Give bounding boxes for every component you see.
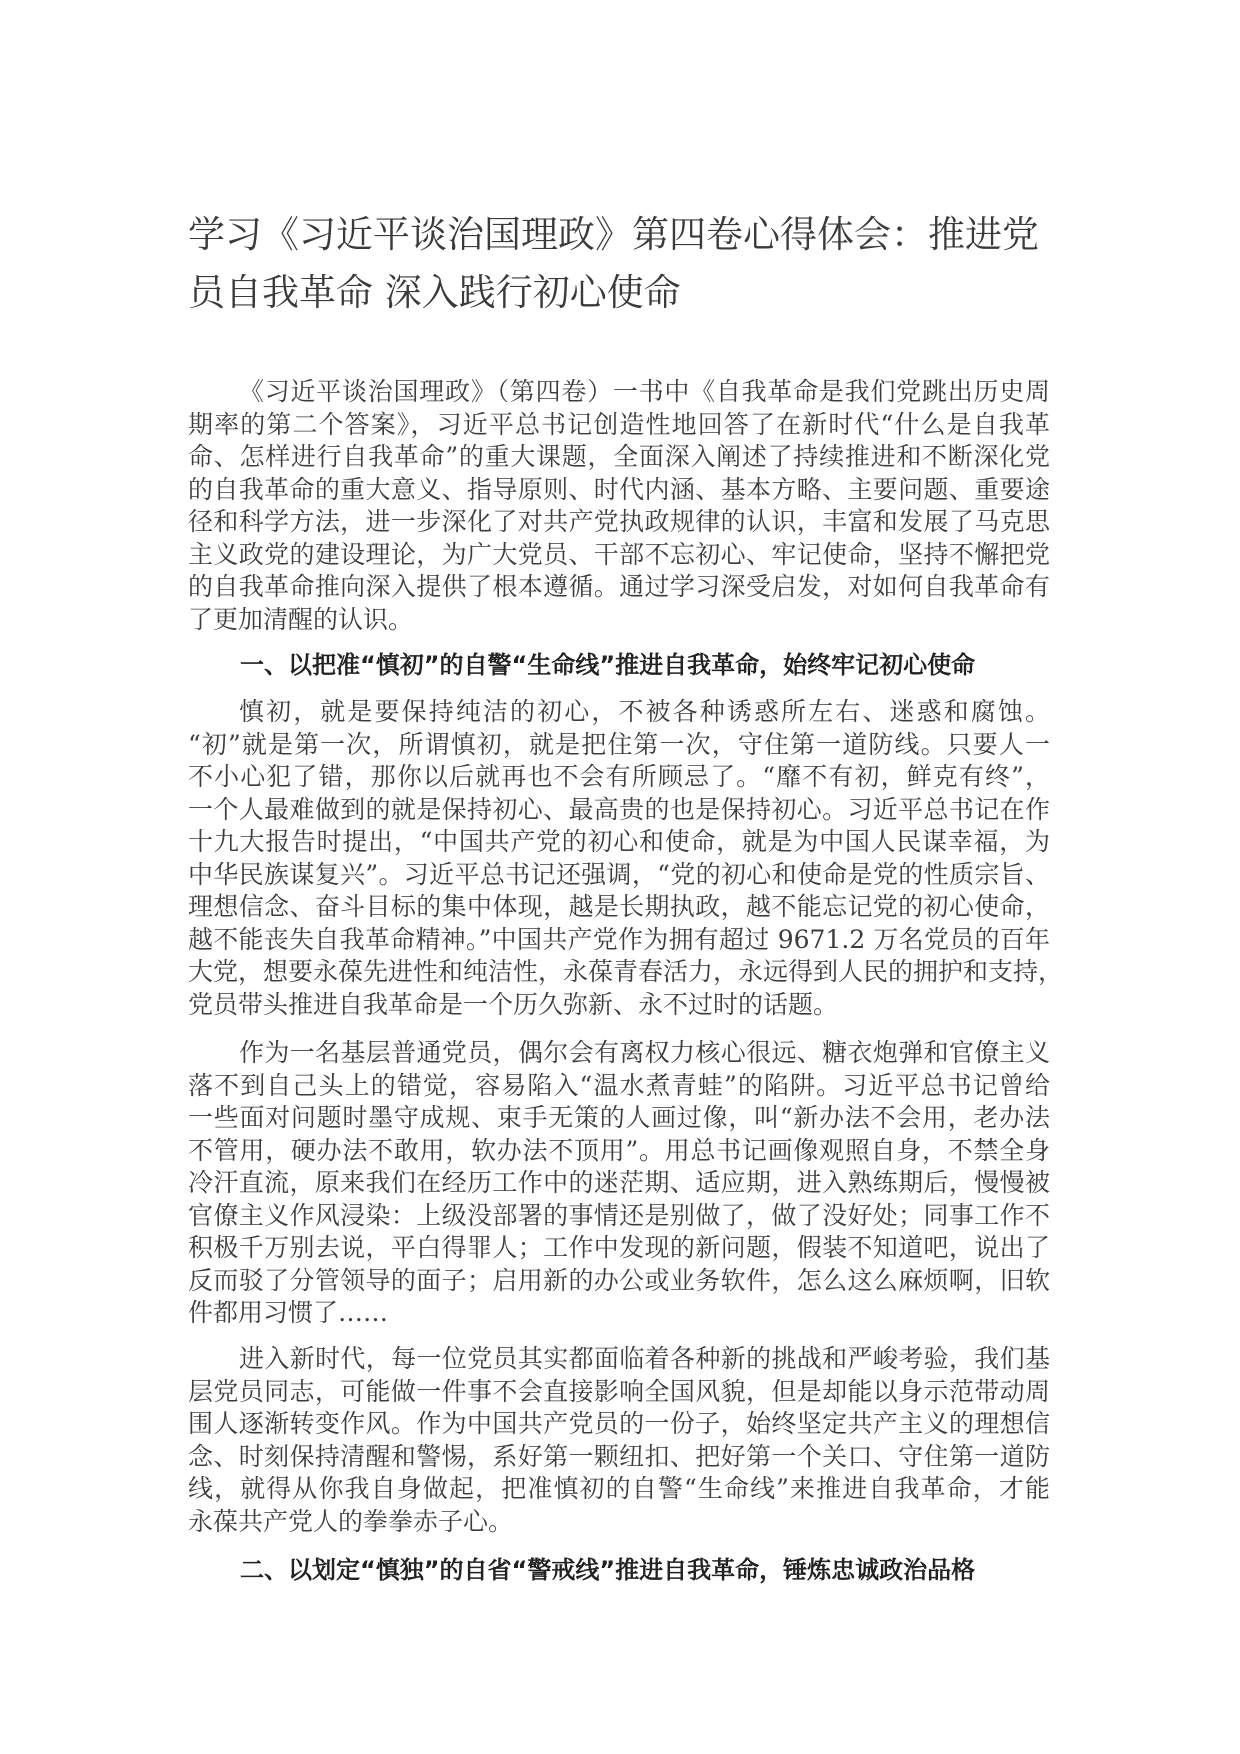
paragraph-line: 期率的第二个答案》，习近平总书记创造性地回答了在新时代“什么是自我革 xyxy=(188,409,1050,439)
paragraph-line: 落不到自己头上的错觉，容易陷入“温水煮青蛙”的陷阱。习近平总书记曾给 xyxy=(188,1070,1050,1100)
paragraph-line: 越不能丧失自我革命精神。”中国共产党作为拥有超过 9671.2 万名党员的百年 xyxy=(188,924,1050,954)
paragraph-line: 件都用习惯了…… xyxy=(188,1298,389,1327)
section-heading-1: 一、以把准“慎初”的自警“生命线”推进自我革命，始终牢记初心使命 xyxy=(240,651,976,679)
paragraph-line: 大党，想要永葆先进性和纯洁性，永葆青春活力，永远得到人民的拥护和支持， xyxy=(188,957,1064,986)
paragraph-line: 不小心犯了错，那你以后就再也不会有所顾忌了。“靡不有初，鲜克有终”， xyxy=(188,762,1050,791)
paragraph-line: 党员带头推进自我革命是一个历久弥新、永不过时的话题。 xyxy=(188,989,839,1019)
paragraph-grassroots xyxy=(188,1037,1050,1330)
paragraph-line: 积极千万别去说，平白得罪人；工作中发现的新问题，假装不知道吧，说出了 xyxy=(188,1233,1050,1262)
paragraph-line: 理想信念、奋斗目标的集中体现，越是长期执政，越不能忘记党的初心使命， xyxy=(188,892,1050,921)
paragraph-line: 作为一名基层普通党员，偶尔会有离权力核心很远、糖衣炮弹和官僚主义 xyxy=(239,1038,1050,1067)
paragraph-line: “初”就是第一次，所谓慎初，就是把住第一次，守住第一道防线。只要人一 xyxy=(188,729,1050,759)
title-line: 员自我革命 深入践行初心使命 xyxy=(188,271,681,314)
paragraph-line: 一些面对问题时墨守成规、束手无策的人画过像，叫“新办法不会用，老办法 xyxy=(188,1103,1050,1132)
paragraph-line: 反而驳了分管领导的面子；启用新的办公或业务软件，怎么这么麻烦啊，旧软 xyxy=(188,1265,1050,1295)
paragraph-line: 主义政党的建设理论，为广大党员、干部不忘初心、牢记使命，坚持不懈把党 xyxy=(188,539,1050,569)
document-title xyxy=(188,206,1068,322)
paragraph-line: 冷汗直流，原来我们在经历工作中的迷茫期、适应期，进入熟练期后，慢慢被 xyxy=(188,1168,1050,1197)
paragraph-line: 围人逐渐转变作风。作为中国共产党员的一份子，始终坚定共产主义的理想信 xyxy=(188,1409,1050,1438)
paragraph-new-era xyxy=(188,1343,1050,1538)
paragraph-line: 线，就得从你我自身做起，把准慎初的自警“生命线”来推进自我革命，才能 xyxy=(188,1474,1050,1503)
paragraph-line: 的自我革命的重大意义、指导原则、时代内涵、基本方略、主要问题、重要途 xyxy=(188,474,1050,504)
paragraph-line: 的自我革命推向深入提供了根本遵循。通过学习深受启发，对如何自我革命有 xyxy=(188,572,1050,601)
paragraph-line: 径和科学方法，进一步深化了对共产党执政规律的认识，丰富和发展了马克思 xyxy=(188,507,1050,536)
paragraph-line: 了更加清醒的认识。 xyxy=(188,604,414,634)
paragraph-line: 十九大报告时提出，“中国共产党的初心和使命，就是为中国人民谋幸福，为 xyxy=(188,827,1050,856)
paragraph-line: 念、时刻保持清醒和警惕，系好第一颗纽扣、把好第一个关口、守住第一道防 xyxy=(188,1441,1050,1471)
paragraph-line: 永葆共产党人的拳拳赤子心。 xyxy=(188,1506,514,1536)
paragraph-line: 层党员同志，可能做一件事不会直接影响全国风貌，但是却能以身示范带动周 xyxy=(188,1376,1050,1406)
section-heading-2: 二、以划定“慎独”的自省“警戒线”推进自我革命，锤炼忠诚政治品格 xyxy=(240,1556,976,1584)
paragraph-line: 进入新时代，每一位党员其实都面临着各种新的挑战和严峻考验，我们基 xyxy=(239,1344,1050,1373)
paragraph-line: 官僚主义作风浸染：上级没部署的事情还是别做了，做了没好处；同事工作不 xyxy=(188,1200,1050,1230)
paragraph-line: 慎初，就是要保持纯洁的初心，不被各种诱惑所左右、迷惑和腐蚀。 xyxy=(239,697,1050,726)
paragraph-line: 一个人最难做到的就是保持初心、最高贵的也是保持初心。习近平总书记在作 xyxy=(188,794,1050,824)
paragraph-intro xyxy=(188,376,1050,636)
paragraph-line: 中华民族谋复兴”。习近平总书记还强调，“党的初心和使命是党的性质宗旨、 xyxy=(188,859,1050,889)
paragraph-shenchu xyxy=(188,696,1064,1021)
title-line: 学习《习近平谈治国理政》第四卷心得体会：推进党 xyxy=(188,213,1039,256)
paragraph-line: 命、怎样进行自我革命”的重大课题，全面深入阐述了持续推进和不断深化党 xyxy=(188,442,1050,471)
paragraph-line: 不管用，硬办法不敢用，软办法不顶用”。用总书记画像观照自身，不禁全身 xyxy=(188,1135,1050,1165)
paragraph-line: 《习近平谈治国理政》（第四卷）一书中《自我革命是我们党跳出历史周 xyxy=(239,377,1050,406)
